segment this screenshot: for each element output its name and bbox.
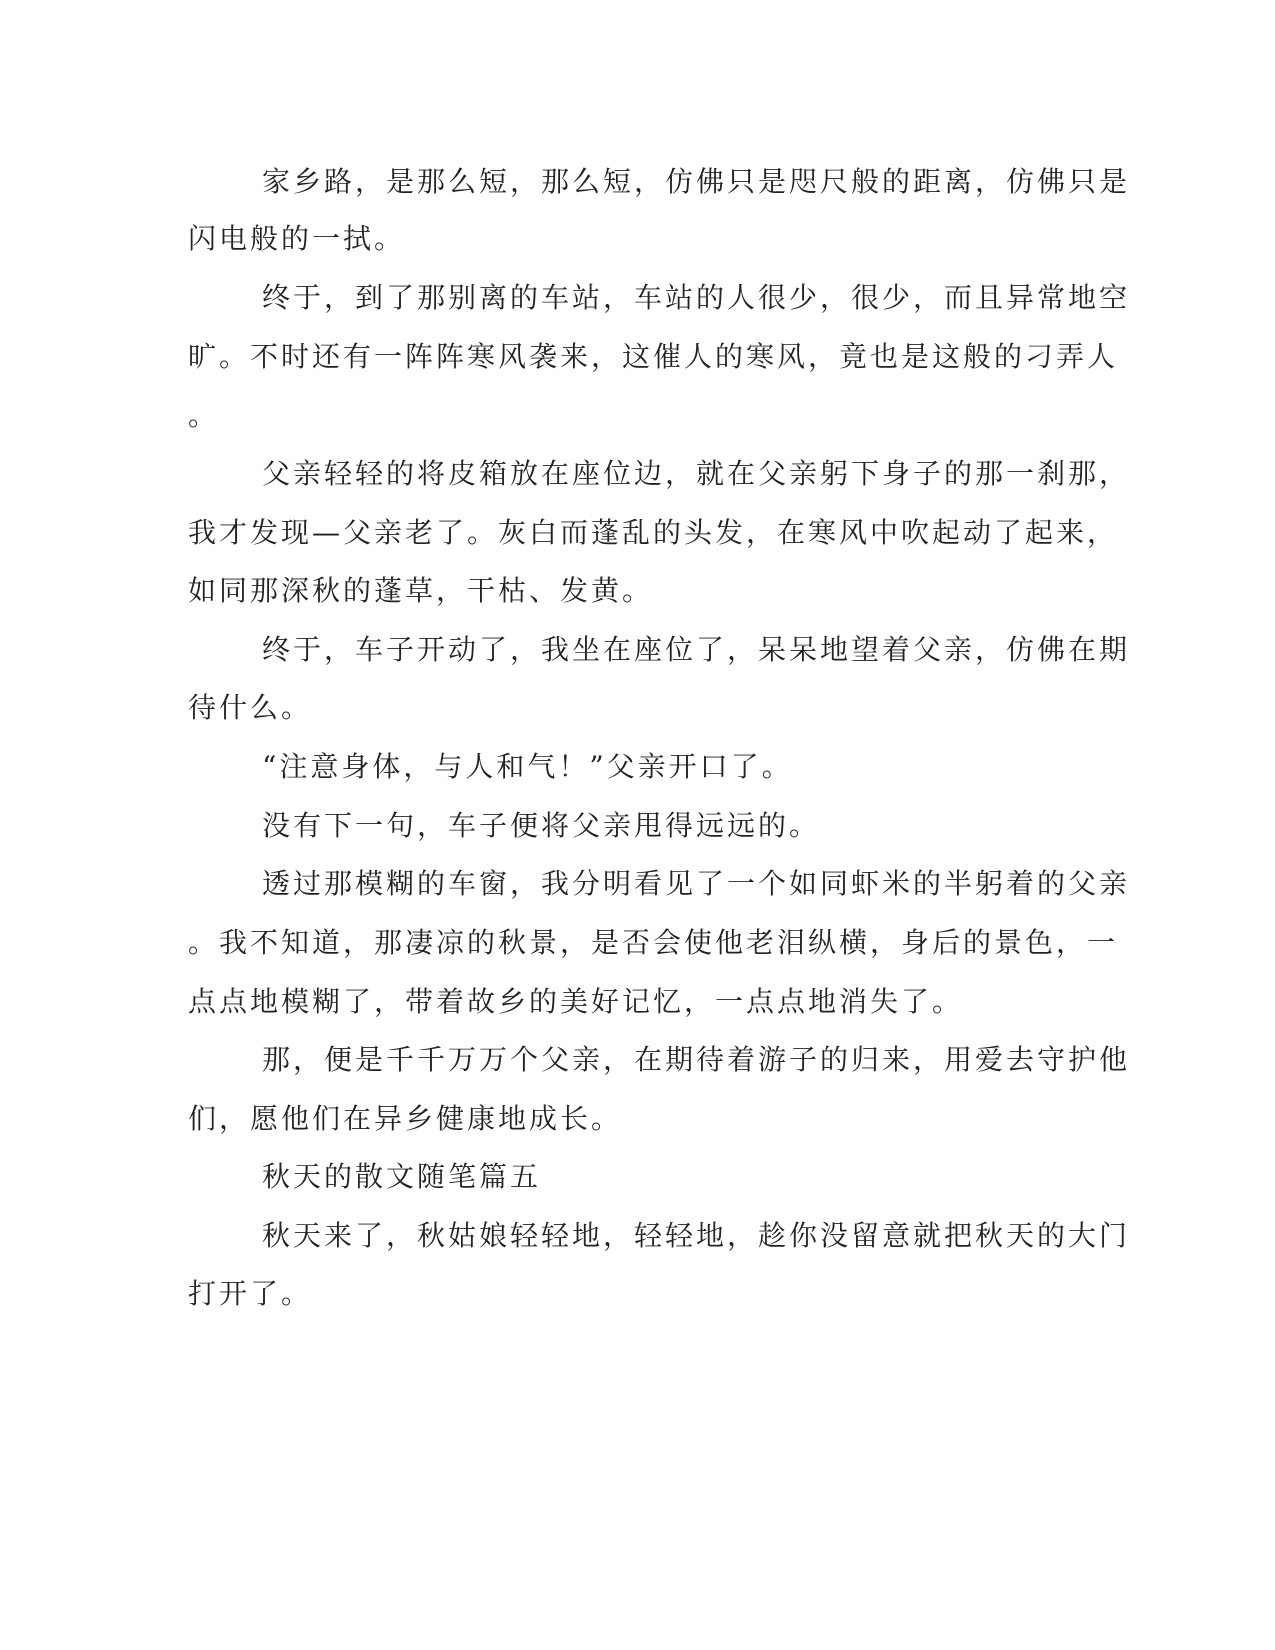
- paragraph-8-line-1: 那，便是千千万万个父亲，在期待着游子的归来，用爱去守护他: [262, 1043, 1131, 1076]
- paragraph-9-line-2: 打开了。: [188, 1277, 313, 1310]
- paragraph-3-line-2: 我才发现—父亲老了。灰白而蓬乱的头发，在寒风中吹起动了起来，: [188, 516, 1119, 549]
- paragraph-1-line-1: 家乡路，是那么短，那么短，仿佛只是咫尺般的距离，仿佛只是: [262, 165, 1131, 198]
- paragraph-5-line-1: “注意身体，与人和气！”父亲开口了。: [262, 750, 793, 783]
- paragraph-7-line-1: 透过那模糊的车窗，我分明看见了一个如同虾米的半躬着的父亲: [262, 867, 1131, 900]
- section-heading: 秋天的散文随笔篇五: [262, 1160, 542, 1193]
- paragraph-2-line-3: 。: [188, 399, 220, 432]
- paragraph-7-line-2: 。我不知道，那凄凉的秋景，是否会使他老泪纵横，身后的景色，一: [188, 926, 1119, 959]
- paragraph-7-line-3: 点点地模糊了，带着故乡的美好记忆，一点点地消失了。: [188, 985, 964, 1018]
- paragraph-6-line-1: 没有下一句，车子便将父亲甩得远远的。: [262, 809, 821, 842]
- paragraph-3-line-3: 如同那深秋的蓬草，干枯、发黄。: [188, 574, 654, 607]
- paragraph-1-line-2: 闪电般的一拭。: [188, 222, 406, 255]
- paragraph-8-line-2: 们，愿他们在异乡健康地成长。: [188, 1102, 623, 1135]
- paragraph-9-line-1: 秋天来了，秋姑娘轻轻地，轻轻地，趁你没留意就把秋天的大门: [262, 1219, 1131, 1252]
- paragraph-3-line-1: 父亲轻轻的将皮箱放在座位边，就在父亲躬下身子的那一刹那，: [262, 457, 1131, 490]
- paragraph-4-line-2: 待什么。: [188, 691, 313, 724]
- paragraph-4-line-1: 终于，车子开动了，我坐在座位了，呆呆地望着父亲，仿佛在期: [262, 633, 1131, 666]
- paragraph-2-line-2: 旷。不时还有一阵阵寒风袭来，这催人的寒风，竟也是这般的刁弄人: [188, 340, 1119, 373]
- paragraph-2-line-1: 终于，到了那别离的车站，车站的人很少，很少，而且异常地空: [262, 281, 1131, 314]
